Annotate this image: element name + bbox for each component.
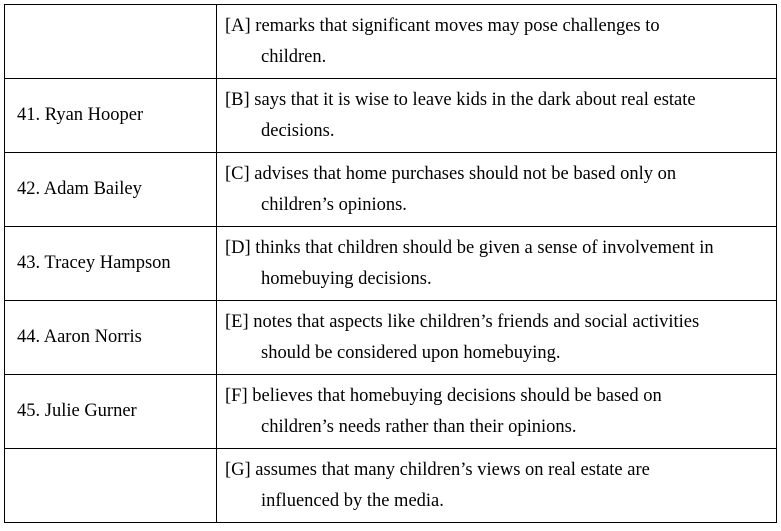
- table-row: [5, 79, 777, 153]
- option-text-line2: decisions.: [261, 120, 335, 141]
- option-text-line2: children.: [261, 46, 327, 67]
- option-text-line2: influenced by the media.: [261, 490, 444, 511]
- table-row: [5, 227, 777, 301]
- person-name-cell: [5, 5, 217, 79]
- table-row: [5, 449, 777, 523]
- option-cell: [217, 153, 777, 227]
- table-row: [5, 301, 777, 375]
- table-row: [5, 153, 777, 227]
- person-name-cell: 44. Aaron Norris: [5, 301, 217, 375]
- person-name-cell: [5, 449, 217, 523]
- matching-table: [4, 4, 777, 523]
- option-text-line1: [E] notes that aspects like children’s friends and social activities: [225, 311, 700, 332]
- option-cell: [217, 375, 777, 449]
- option-text-line2: children’s needs rather than their opinions.: [261, 416, 577, 437]
- table-row: [5, 375, 777, 449]
- person-name-cell: 41. Ryan Hooper: [5, 79, 217, 153]
- table-row: [5, 5, 777, 79]
- person-name-cell: 43. Tracey Hampson: [5, 227, 217, 301]
- option-text-line2: children’s opinions.: [261, 194, 407, 215]
- option-cell: [217, 449, 777, 523]
- person-name-cell: 45. Julie Gurner: [5, 375, 217, 449]
- option-text-line1: [B] says that it is wise to leave kids in the dark about real estate: [225, 89, 696, 110]
- person-name-cell: 42. Adam Bailey: [5, 153, 217, 227]
- option-cell: [217, 301, 777, 375]
- option-text-line2: should be considered upon homebuying.: [261, 342, 561, 363]
- option-text-line1: [D] thinks that children should be given a sense of involvement in: [225, 237, 714, 258]
- option-cell: [217, 79, 777, 153]
- option-text-line2: homebuying decisions.: [261, 268, 432, 289]
- option-cell: [217, 5, 777, 79]
- option-text-line1: [A] remarks that significant moves may pose challenges to: [225, 15, 660, 36]
- option-text-line1: [G] assumes that many children’s views on real estate are: [225, 459, 650, 480]
- option-text-line1: [F] believes that homebuying decisions should be based on: [225, 385, 662, 406]
- option-text-line1: [C] advises that home purchases should not be based only on: [225, 163, 677, 184]
- option-cell: [217, 227, 777, 301]
